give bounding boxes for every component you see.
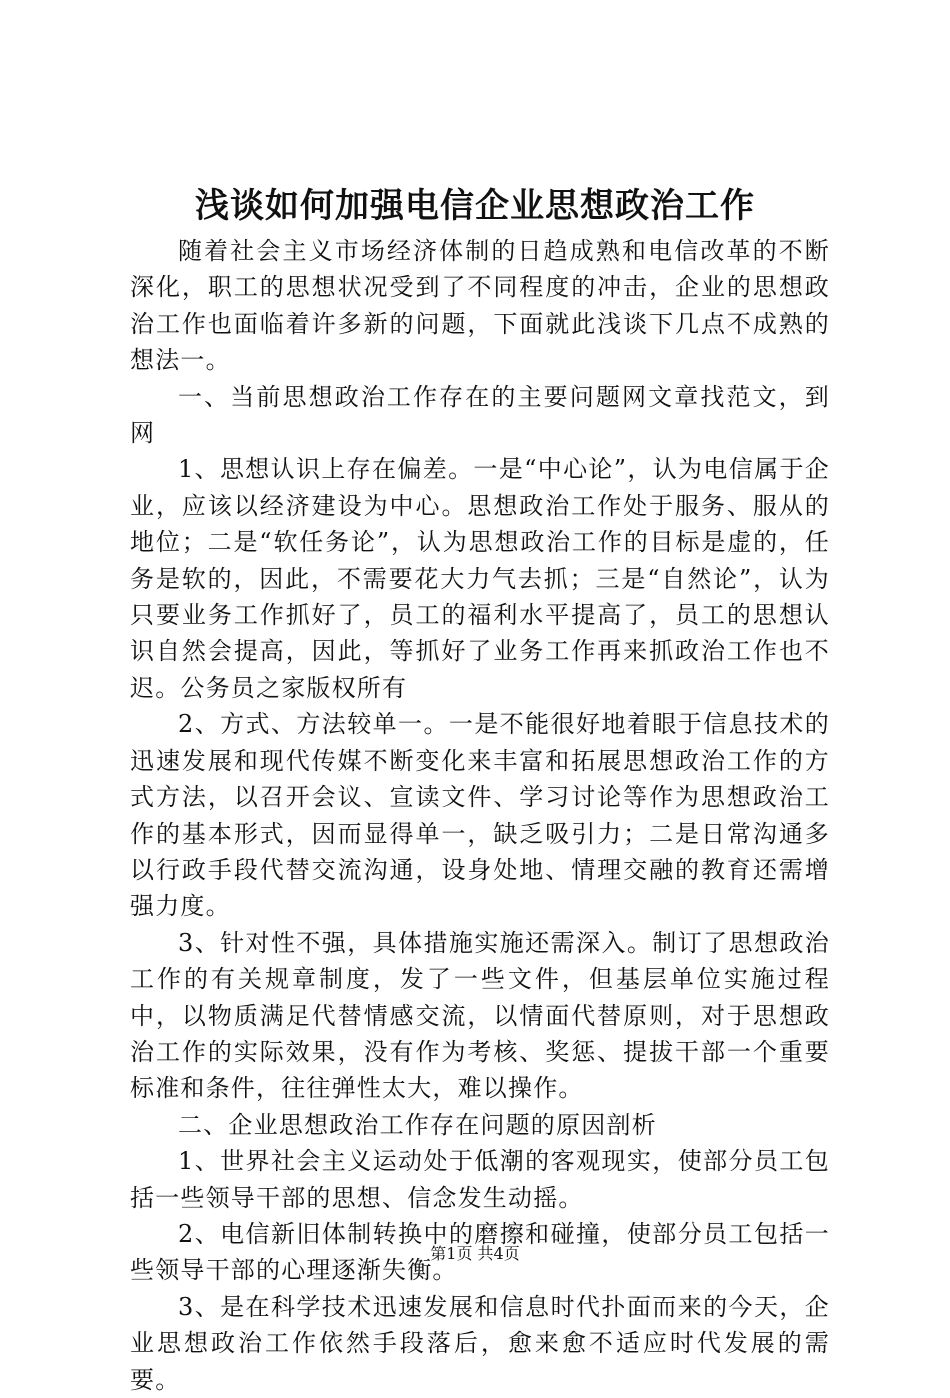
body-paragraph: 3、针对性不强，具体措施实施还需深入。制订了思想政治工作的有关规章制度，发了一些文件，但基层单位实施过程中，以物质满足代替情感交流，以情面代替原则，对于思想政治工作的实际效果，没有作为考核、奖惩、提拔干部一个重要标准和条件，往往弹性太大，难以操作。 [130,928,830,1103]
body-paragraph: 1、世界社会主义运动处于低潮的客观现实，使部分员工包括一些领导干部的思想、信念发生动摇。 [130,1147,830,1212]
section-heading-1: 一、当前思想政治工作存在的主要问题网文章找范文，到网 [130,382,830,448]
body-paragraph: 1、思想认识上存在偏差。一是“中心论”，认为电信属于企业，应该以经济建设为中心。思想政治工作处于服务、服从的地位；二是“软任务论”，认为思想政治工作的目标是虚的，任务是软的，因此，不需要花大力气去抓；三是“自然论”，认为只要业务工作抓好了，员工的福利水平提高了，员工的思想认识自然会提高，因此，等抓好了业务工作再来抓政治工作也不迟。公务员之家版权所有 [130,455,830,702]
document-title: 浅谈如何加强电信企业思想政治工作 [195,186,755,226]
intro-paragraph: 随着社会主义市场经济体制的日趋成熟和电信改革的不断深化，职工的思想状况受到了不同程度的冲击，企业的思想政治工作也面临着许多新的问题，下面就此浅谈下几点不成熟的想法一。 [130,237,830,375]
document-body [130,233,830,1398]
body-paragraph: 2、方式、方法较单一。一是不能很好地着眼于信息技术的迅速发展和现代传媒不断变化来丰富和拓展思想政治工作的方式方法，以召开会议、宣读文件、学习讨论等作为思想政治工作的基本形式，因而显得单一，缺乏吸引力；二是日常沟通多以行政手段代替交流沟通，设身处地、情理交融的教育还需增强力度。 [130,710,830,921]
section-heading-2: 二、企业思想政治工作存在问题的原因剖析 [178,1110,657,1139]
body-paragraph: 3、是在科学技术迅速发展和信息时代扑面而来的今天，企业思想政治工作依然手段落后，愈来愈不适应时代发展的需要。 [130,1292,830,1394]
body-paragraph: 2、电信新旧体制转换中的磨擦和碰撞，使部分员工包括一些领导干部的心理逐渐失衡。 [130,1219,830,1285]
page-footer: 第1页 共4页 [430,1244,520,1263]
